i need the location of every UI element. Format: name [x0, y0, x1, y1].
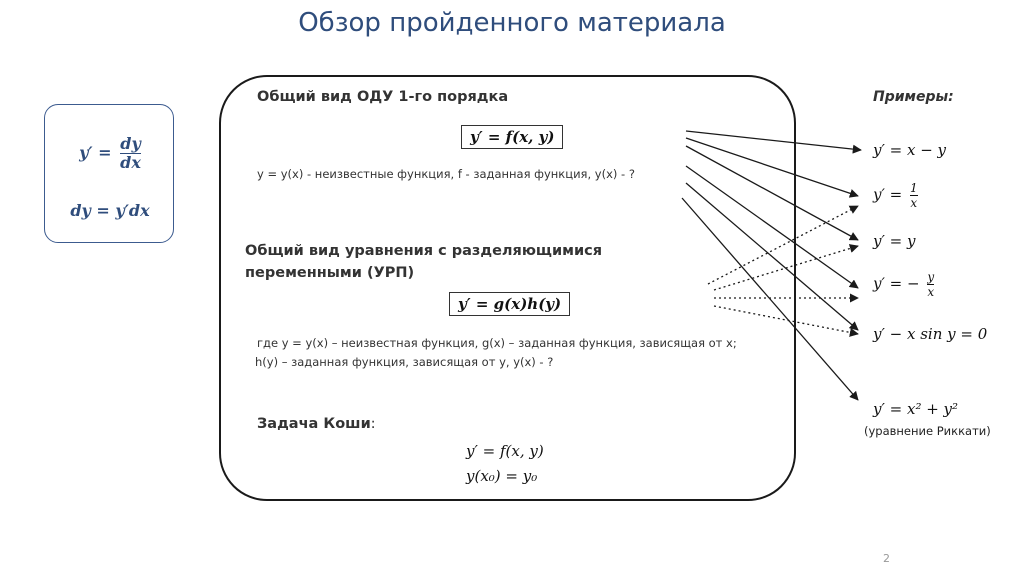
fraction-denominator: x — [927, 285, 935, 299]
cauchy-initial-condition: y(x₀) = y₀ — [466, 467, 538, 485]
ode-description: y = y(x) - неизвестные функция, f - заданная функция, y(x) - ? — [257, 167, 635, 181]
page-number: 2 — [883, 552, 890, 565]
derivative-lhs: y′ = — [79, 143, 112, 162]
differential-equation: dy = y′dx — [70, 201, 150, 220]
separable-heading-line1: Общий вид уравнения с разделяющимися — [245, 243, 603, 259]
example-linear: y′ = x − y — [873, 141, 947, 159]
ode-general-formula: y′ = f(x, y) — [461, 125, 563, 149]
example-riccati: y′ = x² + y² — [873, 400, 959, 418]
separable-desc-line1: где y = y(x) – неизвестная функция, g(x) – заданная функция, зависящая от x; — [257, 336, 737, 350]
arrow-ode-to-riccati — [682, 198, 858, 400]
arrow-ode-to-sine — [686, 183, 858, 330]
example-exponential: y′ = y — [873, 232, 916, 250]
fraction-numerator: dy — [120, 134, 141, 153]
arrow-ode-to-exponential — [686, 146, 858, 240]
slide-title: Обзор пройденного материала — [298, 8, 726, 38]
fraction-denominator: x — [910, 196, 918, 210]
fraction-denominator: dx — [120, 153, 141, 172]
arrow-sep-to-sine — [714, 306, 858, 334]
fraction-numerator: 1 — [910, 181, 918, 195]
ode-heading: Общий вид ОДУ 1-го порядка — [257, 89, 509, 105]
separable-general-formula: y′ = g(x)h(y) — [449, 292, 570, 316]
cauchy-heading-colon: : — [370, 416, 376, 432]
riccati-note: (уравнение Риккати) — [864, 424, 991, 438]
examples-label: Примеры: — [873, 89, 954, 105]
arrow-sep-to-exponential — [714, 246, 858, 290]
example-sine: y′ − x sin y = 0 — [873, 325, 988, 343]
example-reciprocal-lhs: y′ = — [873, 185, 903, 204]
arrow-ode-to-homogeneous — [686, 166, 858, 288]
cauchy-equation: y′ = f(x, y) — [466, 442, 544, 460]
separable-heading-line2: переменными (УРП) — [245, 265, 415, 281]
example-homogeneous-lhs: y′ = − — [873, 274, 920, 293]
fraction-numerator: y — [927, 270, 935, 284]
separable-desc-line2: h(y) – заданная функция, зависящая от y, y(x) - ? — [255, 355, 554, 369]
cauchy-heading-text: Задача Коши — [257, 416, 371, 432]
